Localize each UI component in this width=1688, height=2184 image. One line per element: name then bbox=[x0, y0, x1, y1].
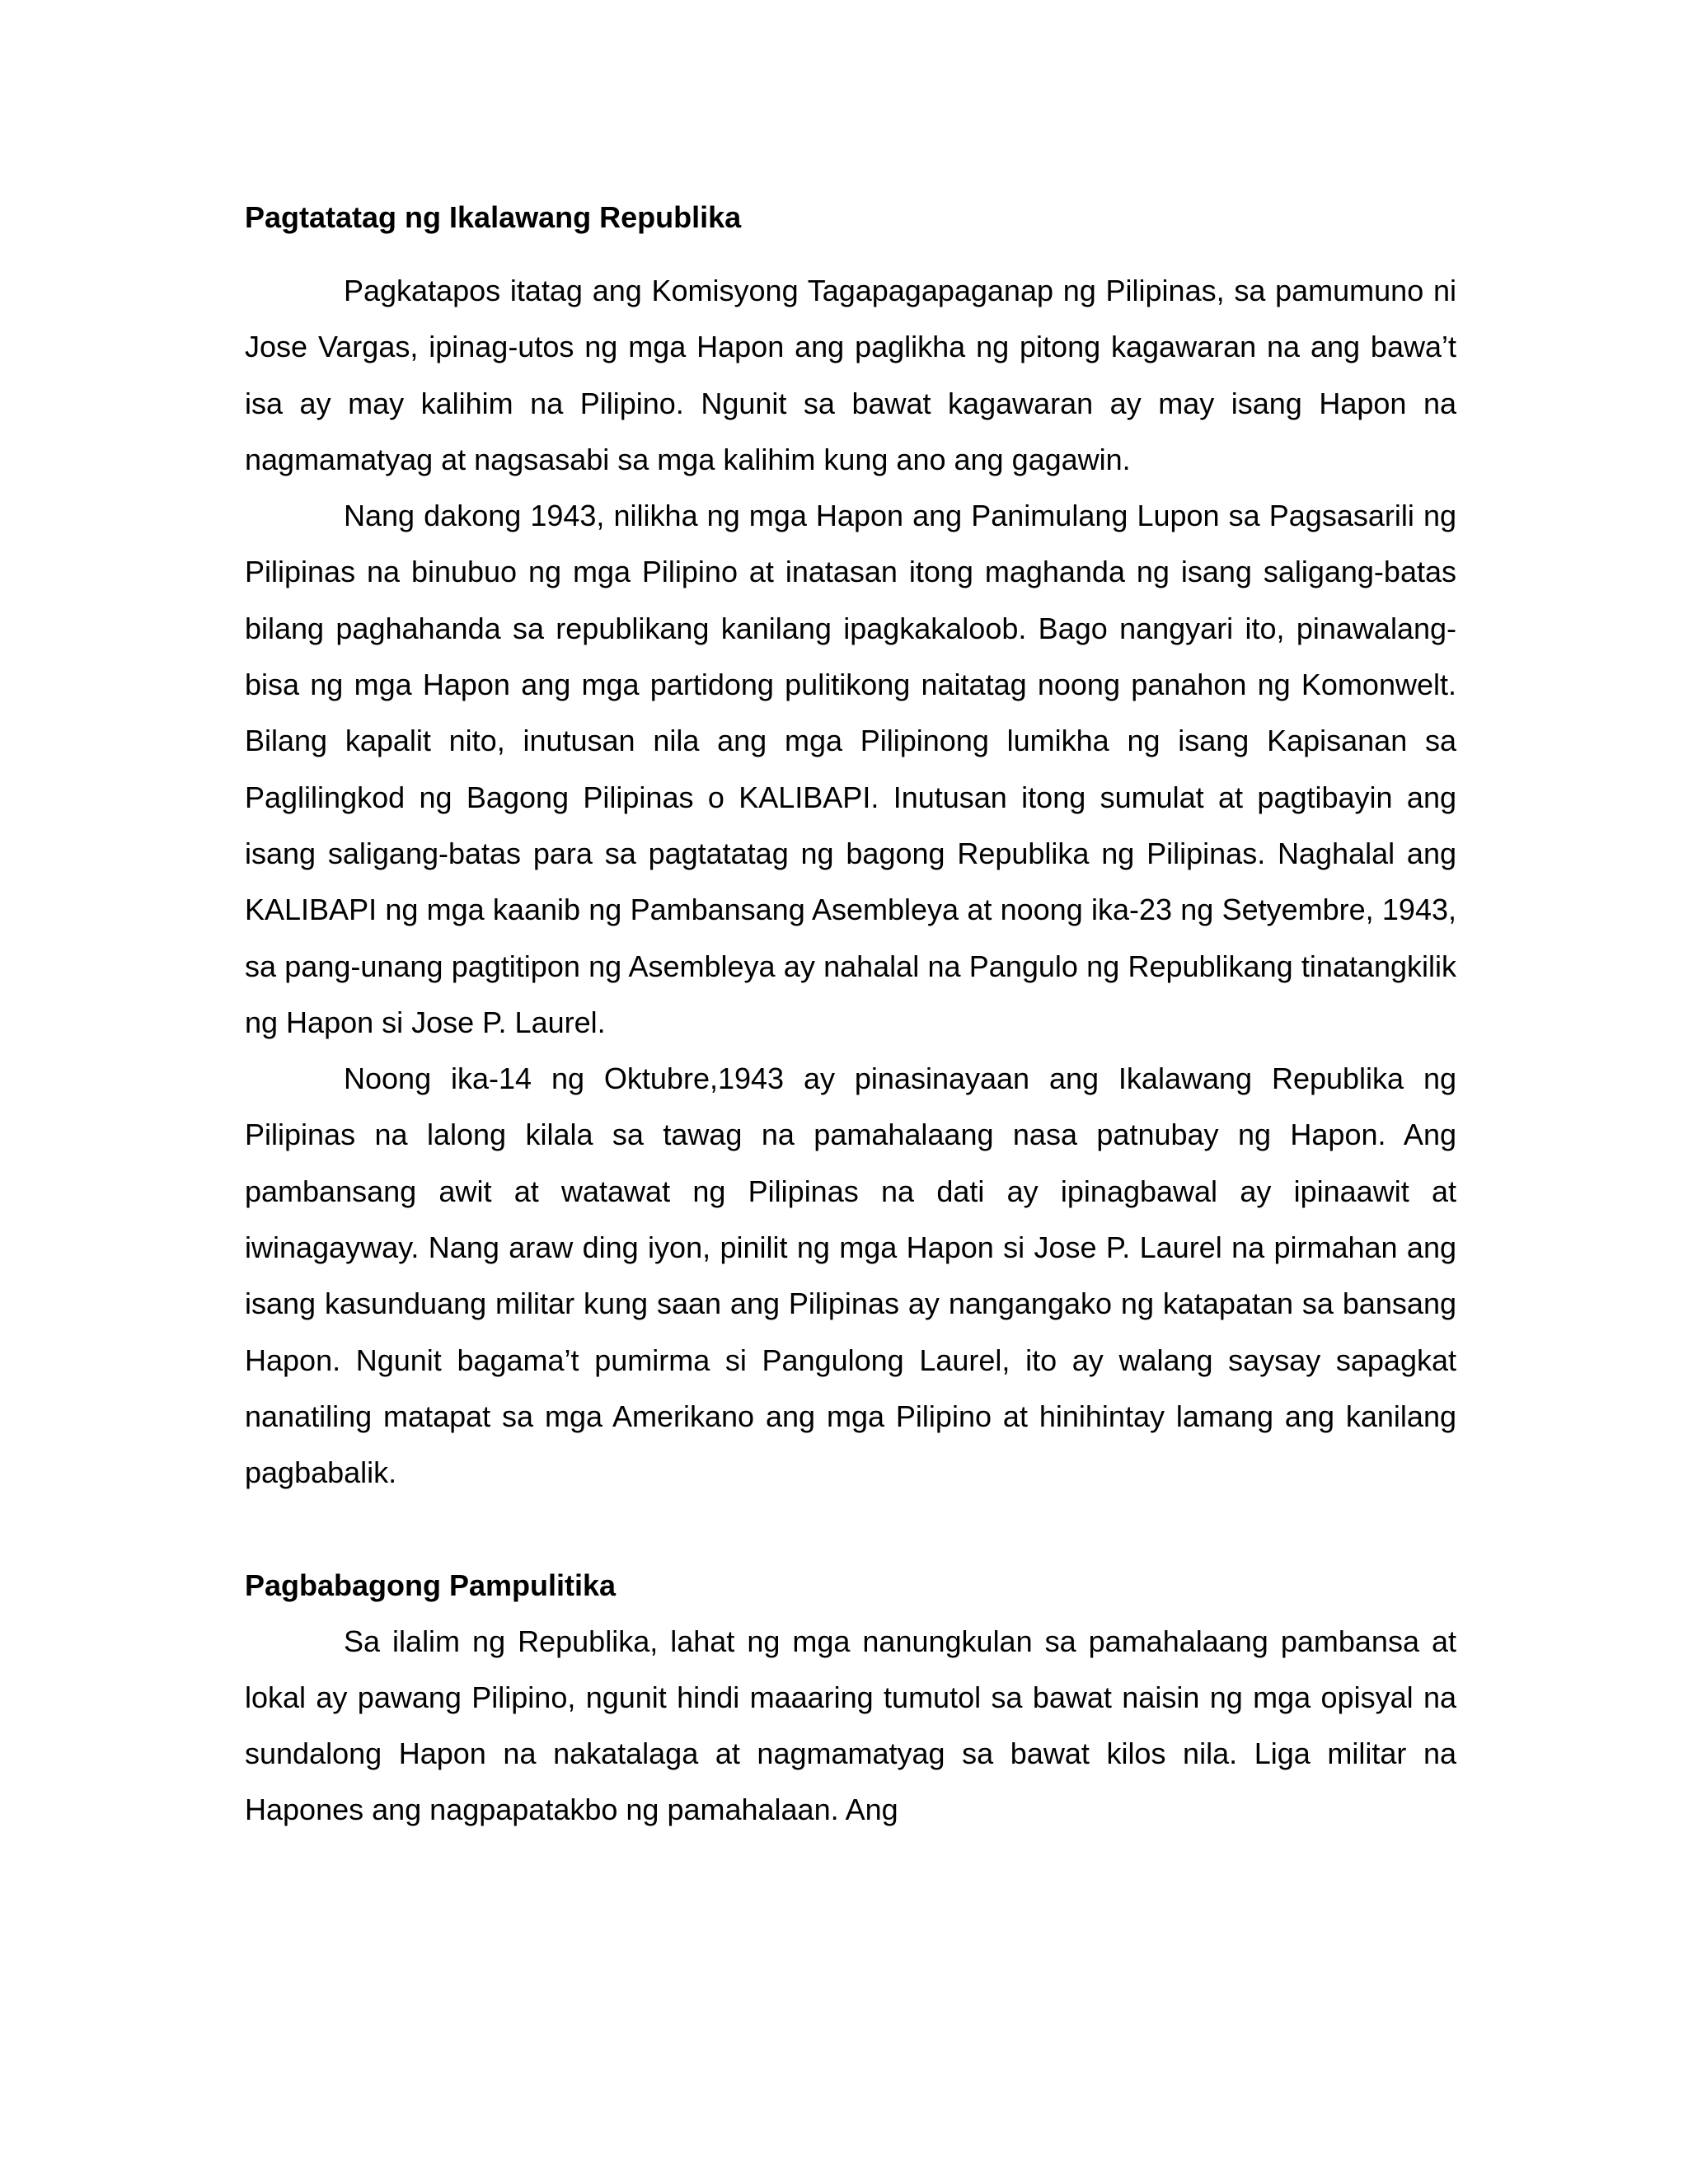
section-heading: Pagtatatag ng Ikalawang Republika bbox=[245, 200, 742, 234]
section-heading: Pagbabagong Pampulitika bbox=[245, 1568, 617, 1602]
document-page bbox=[245, 190, 1456, 1839]
paragraph: Noong ika-14 ng Oktubre,1943 ay pinasinayaan ang Ikalawang Republika ng Pilipinas na lalong kilala sa tawag na pamahalaang nasa patnubay ng Hapon. Ang pambansang awit at watawat ng Pilipinas na dati ay ipinagbawal ay ipinaawit at iwinagayway. Nang araw ding iyon, pinilit ng mga Hapon si Jose P. Laurel na pirmahan ang isang kasunduang militar kung saan ang Pilipinas ay nangangako ng katapatan sa bansang Hapon. Ngunit bagama’t pumirma si Pangulong Laurel, ito ay walang saysay sapagkat nanatiling matapat sa mga Amerikano ang mga Pilipino at hinihintay lamang ang kanilang pagbabalik. bbox=[245, 1062, 1456, 1490]
paragraph: Nang dakong 1943, nilikha ng mga Hapon ang Panimulang Lupon sa Pagsasarili ng Pilipinas na binubuo ng mga Pilipino at inatasan itong maghanda ng isang saligang-batas bilang paghahanda sa republikang kanilang ipagkakaloob. Bago nangyari ito, pinawalang-bisa ng mga Hapon ang mga partidong pulitikong naitatag noong panahon ng Komonwelt. Bilang kapalit nito, inutusan nila ang mga Pilipinong lumikha ng isang Kapisanan sa Paglilingkod ng Bagong Pilipinas o KALIBAPI. Inutusan itong sumulat at pagtibayin ang isang saligang-batas para sa pagtatatag ng bagong Republika ng Pilipinas. Naghalal ang KALIBAPI ng mga kaanib ng Pambansang Asembleya at noong ika-23 ng Setyembre, 1943, sa pang-unang pagtitipon ng Asembleya ay nahalal na Pangulo ng Republikang tinatangkilik ng Hapon si Jose P. Laurel. bbox=[245, 499, 1456, 1039]
paragraph: Pagkatapos itatag ang Komisyong Tagapagapaganap ng Pilipinas, sa pamumuno ni Jose Vargas, ipinag-utos ng mga Hapon ang paglikha ng pitong kagawaran na ang bawa’t isa ay may kalihim na Pilipino. Ngunit sa bawat kagawaran ay may isang Hapon na nagmamatyag at nagsasabi sa mga kalihim kung ano ang gagawin. bbox=[245, 274, 1456, 476]
paragraph: Sa ilalim ng Republika, lahat ng mga nanungkulan sa pamahalaang pambansa at lokal ay pawang Pilipino, ngunit hindi maaaring tumutol sa bawat naisin ng mga opisyal na sundalong Hapon na nakatalaga at nagmamatyag sa bawat kilos nila. Liga militar na Hapones ang nagpapatakbo ng pamahalaan. Ang bbox=[245, 1624, 1456, 1827]
section-spacer bbox=[245, 1502, 1456, 1558]
